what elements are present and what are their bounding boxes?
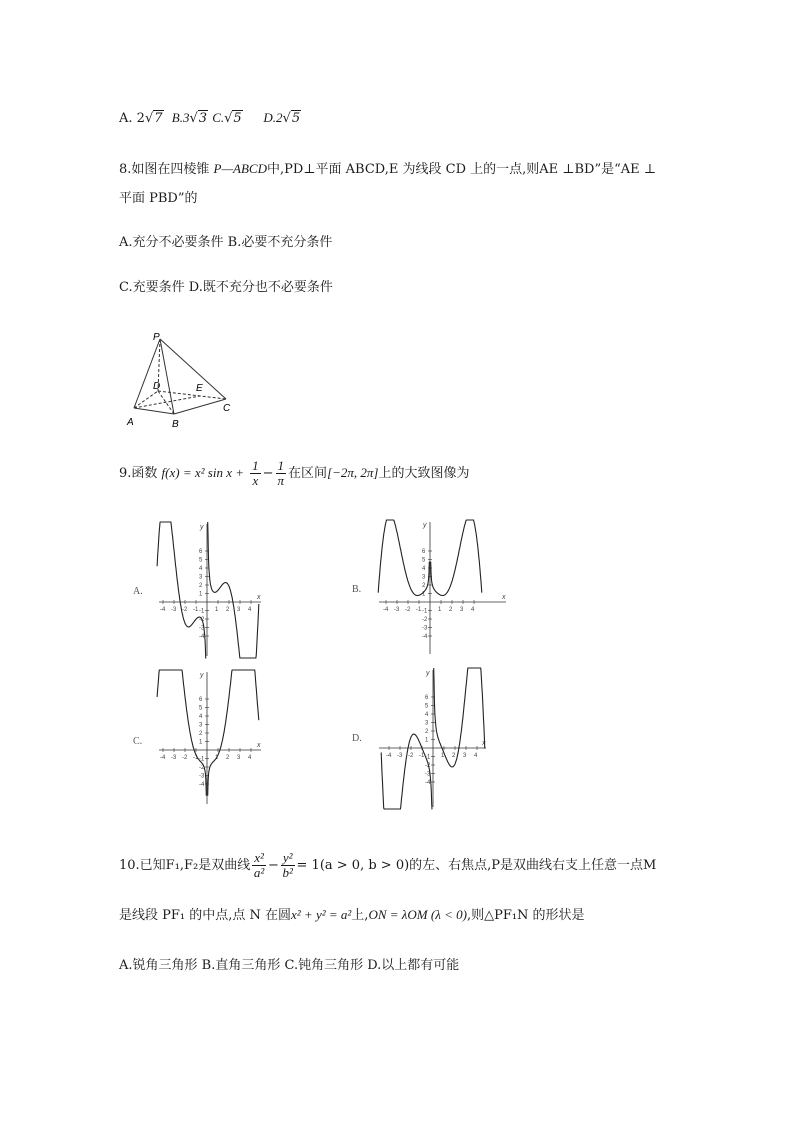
y-tick-label: -2 <box>425 763 431 769</box>
frac-den: a² <box>253 865 265 880</box>
q8-options-line1: A.充分不必要条件 B.必要不充分条件 <box>119 235 333 250</box>
y-tick-label: -4 <box>422 634 428 640</box>
q10-text-4: 上, <box>351 908 369 923</box>
q7-option-a-radicand: 7 <box>154 111 163 126</box>
y-tick-label: -1 <box>199 756 205 763</box>
q7-option-d-radicand: 5 <box>291 111 301 126</box>
q8-pyramid-name: P—ABCD <box>213 161 267 176</box>
function-curve <box>208 522 259 658</box>
x-tick-label: -2 <box>408 753 414 759</box>
frac-num: x² <box>254 850 264 865</box>
x-tick-label: -3 <box>171 755 177 761</box>
y-tick-label: 6 <box>425 695 429 701</box>
y-axis-label: y <box>200 524 204 531</box>
q8-stem-text-2: 中,PD⊥平面 ABCD,E 为线段 CD 上的一点,则AE ⊥BD”是“AE ⊥ <box>267 162 657 177</box>
q7-option-c-radicand: 5 <box>233 111 242 126</box>
y-tick-label: 4 <box>199 714 203 720</box>
q10-options: A.锐角三角形 B.直角三角形 C.钝角三角形 D.以上都有可能 <box>119 958 460 973</box>
q7-option-d-prefix: D.2 <box>263 110 283 125</box>
x-tick-label: 2 <box>226 607 230 613</box>
x-tick-label: 4 <box>474 753 478 759</box>
y-tick-label: 3 <box>422 574 426 581</box>
frac-num: y² <box>282 850 293 865</box>
edge-PA <box>134 339 160 408</box>
q7-option-b-radicand: 3 <box>198 111 208 126</box>
y-axis-label: y <box>200 672 204 679</box>
minus-sign: − <box>262 466 274 481</box>
y-tick-label: 2 <box>422 583 426 589</box>
q9-graph-a <box>155 520 265 660</box>
sqrt-sign: √ <box>224 111 233 126</box>
x-tick-label: 1 <box>441 753 445 759</box>
y-tick-label: -3 <box>199 625 205 632</box>
y-tick-label: -4 <box>425 780 431 786</box>
q10-text-3: 是线段 PF₁ 的中点,点 N 在圆 <box>119 908 292 923</box>
function-curve <box>208 670 259 796</box>
edge-DC <box>158 391 226 399</box>
y-tick-label: -2 <box>199 765 205 771</box>
y-tick-label: 6 <box>199 697 203 703</box>
y-tick-label: -3 <box>425 771 431 778</box>
y-tick-label: 4 <box>425 712 429 718</box>
minus-sign: − <box>267 858 279 873</box>
x-tick-label: -4 <box>386 753 392 759</box>
sqrt-sign: √ <box>189 111 198 126</box>
q10-frac-x2-a2 <box>252 851 266 880</box>
x-tick-label: -2 <box>182 755 188 761</box>
x-tick-label: 3 <box>460 607 464 613</box>
q9-graph-c <box>155 668 265 808</box>
segment-AE <box>134 396 200 408</box>
q10-frac-y2-b2 <box>281 851 295 880</box>
x-tick-label: 2 <box>452 753 456 759</box>
x-tick-label: 2 <box>226 755 230 761</box>
x-axis-label: x <box>257 742 261 749</box>
x-tick-label: 3 <box>463 753 467 759</box>
y-tick-label: 5 <box>422 557 426 564</box>
x-axis-label: x <box>257 594 261 601</box>
frac-den: π <box>277 473 285 488</box>
x-tick-label: 1 <box>215 755 219 761</box>
label-B: B <box>172 419 179 430</box>
x-tick-label: -1 <box>419 753 425 759</box>
graph-label-a: A. <box>133 586 143 597</box>
q7-option-b-prefix: B.3 <box>171 110 190 125</box>
y-tick-label: -1 <box>199 608 205 615</box>
x-tick-label: -1 <box>416 607 422 613</box>
q10-vector-relation: ON = λOM (λ < 0) <box>368 907 467 922</box>
x-tick-label: -2 <box>182 607 188 613</box>
q8-stem-line1 <box>119 160 656 179</box>
y-axis-label: y <box>423 522 427 529</box>
x-tick-label: -4 <box>383 607 389 613</box>
x-tick-label: 4 <box>471 607 475 613</box>
y-tick-label: 2 <box>425 729 429 735</box>
y-tick-label: 5 <box>425 703 429 710</box>
y-tick-label: -1 <box>422 608 428 615</box>
y-axis-label: y <box>426 670 430 677</box>
x-tick-label: 4 <box>248 607 252 613</box>
q7-options <box>119 109 301 128</box>
x-tick-label: 4 <box>248 755 252 761</box>
y-tick-label: -1 <box>425 754 431 761</box>
sqrt-sign: √ <box>144 111 154 126</box>
y-tick-label: 6 <box>199 549 203 555</box>
q8-stem-text: 8.如图在四棱锥 <box>119 162 210 177</box>
y-tick-label: 3 <box>425 720 429 727</box>
label-E: E <box>196 383 203 394</box>
x-tick-label: -2 <box>405 607 411 613</box>
frac-den: b² <box>282 865 293 880</box>
q10-text: 10.已知F₁,F₂是双曲线 <box>119 858 251 873</box>
q9-frac-1-over-pi <box>276 459 287 488</box>
edge-BC <box>174 399 226 414</box>
x-tick-label: -3 <box>397 753 403 759</box>
y-tick-label: 5 <box>199 557 203 564</box>
y-tick-label: -2 <box>199 617 205 623</box>
q8-stem-line2: 平面 PBD”的 <box>119 191 198 206</box>
label-A: A <box>127 417 134 428</box>
y-tick-label: -4 <box>199 782 205 788</box>
q10-circle-equation: x² + y² = a² <box>291 907 352 922</box>
graph-label-d: D. <box>352 733 362 744</box>
frac-den: x <box>252 473 259 488</box>
q8-options-line2: C.充要条件 D.既不充分也不必要条件 <box>119 280 333 295</box>
x-axis-label: x <box>502 594 506 601</box>
q10-text-2: = 1(a > 0, b > 0)的左、右焦点,P是双曲线右支上任意一点M <box>296 858 657 873</box>
y-tick-label: -3 <box>422 625 428 632</box>
x-tick-label: 1 <box>215 607 219 613</box>
x-tick-label: 3 <box>237 755 241 761</box>
q9-mid-text: 在区间 <box>288 466 328 481</box>
y-tick-label: 2 <box>199 731 203 737</box>
q10-stem-line1 <box>119 850 656 882</box>
y-tick-label: 5 <box>199 705 203 712</box>
y-tick-label: -4 <box>199 634 205 640</box>
y-tick-label: -2 <box>422 617 428 623</box>
q9-prefix: 9.函数 <box>119 466 158 481</box>
x-tick-label: -1 <box>193 755 199 761</box>
label-C: C <box>223 403 231 414</box>
sqrt-sign: √ <box>282 111 291 126</box>
y-tick-label: 4 <box>422 566 426 572</box>
q8-pyramid-figure <box>125 328 240 430</box>
q9-suffix: 上的大致图像为 <box>378 466 470 481</box>
x-tick-label: -3 <box>394 607 400 613</box>
graph-label-c: C. <box>133 736 143 747</box>
x-tick-label: 3 <box>237 607 241 613</box>
x-axis-label: x <box>482 740 486 747</box>
q9-frac-1-over-x <box>250 459 261 488</box>
graph-label-b: B. <box>352 584 362 595</box>
function-curve <box>431 520 482 596</box>
label-P: P <box>153 332 160 343</box>
y-tick-label: 3 <box>199 574 203 581</box>
q9-stem <box>119 458 470 489</box>
x-tick-label: -4 <box>160 755 166 761</box>
q10-stem-line2 <box>119 906 585 925</box>
edge-AB <box>134 408 174 414</box>
y-tick-label: 3 <box>199 722 203 729</box>
x-tick-label: -1 <box>193 607 199 613</box>
y-tick-label: 4 <box>199 566 203 572</box>
q9-graph-b <box>375 518 510 658</box>
q9-interval: [−2π, 2π] <box>327 465 379 480</box>
y-tick-label: -3 <box>199 773 205 780</box>
x-tick-label: 2 <box>449 607 453 613</box>
q10-text-5: ,则△PF₁N 的形状是 <box>466 908 585 923</box>
y-tick-label: 1 <box>425 737 429 744</box>
q9-graph-d <box>375 666 490 811</box>
x-tick-label: 1 <box>438 607 442 613</box>
y-tick-label: 2 <box>199 583 203 589</box>
frac-num: 1 <box>252 458 259 473</box>
y-tick-label: 1 <box>199 591 203 598</box>
x-tick-label: -3 <box>171 607 177 613</box>
q9-function: f(x) = x² sin x + <box>161 465 244 480</box>
x-tick-label: -4 <box>160 607 166 613</box>
y-tick-label: 6 <box>422 549 426 555</box>
frac-num: 1 <box>277 458 285 473</box>
q7-option-c-prefix: C. <box>212 110 225 125</box>
y-tick-label: 1 <box>422 591 426 598</box>
q7-option-a-prefix: A. 2 <box>119 111 145 126</box>
label-D: D <box>153 381 161 392</box>
y-tick-label: 1 <box>199 739 203 746</box>
